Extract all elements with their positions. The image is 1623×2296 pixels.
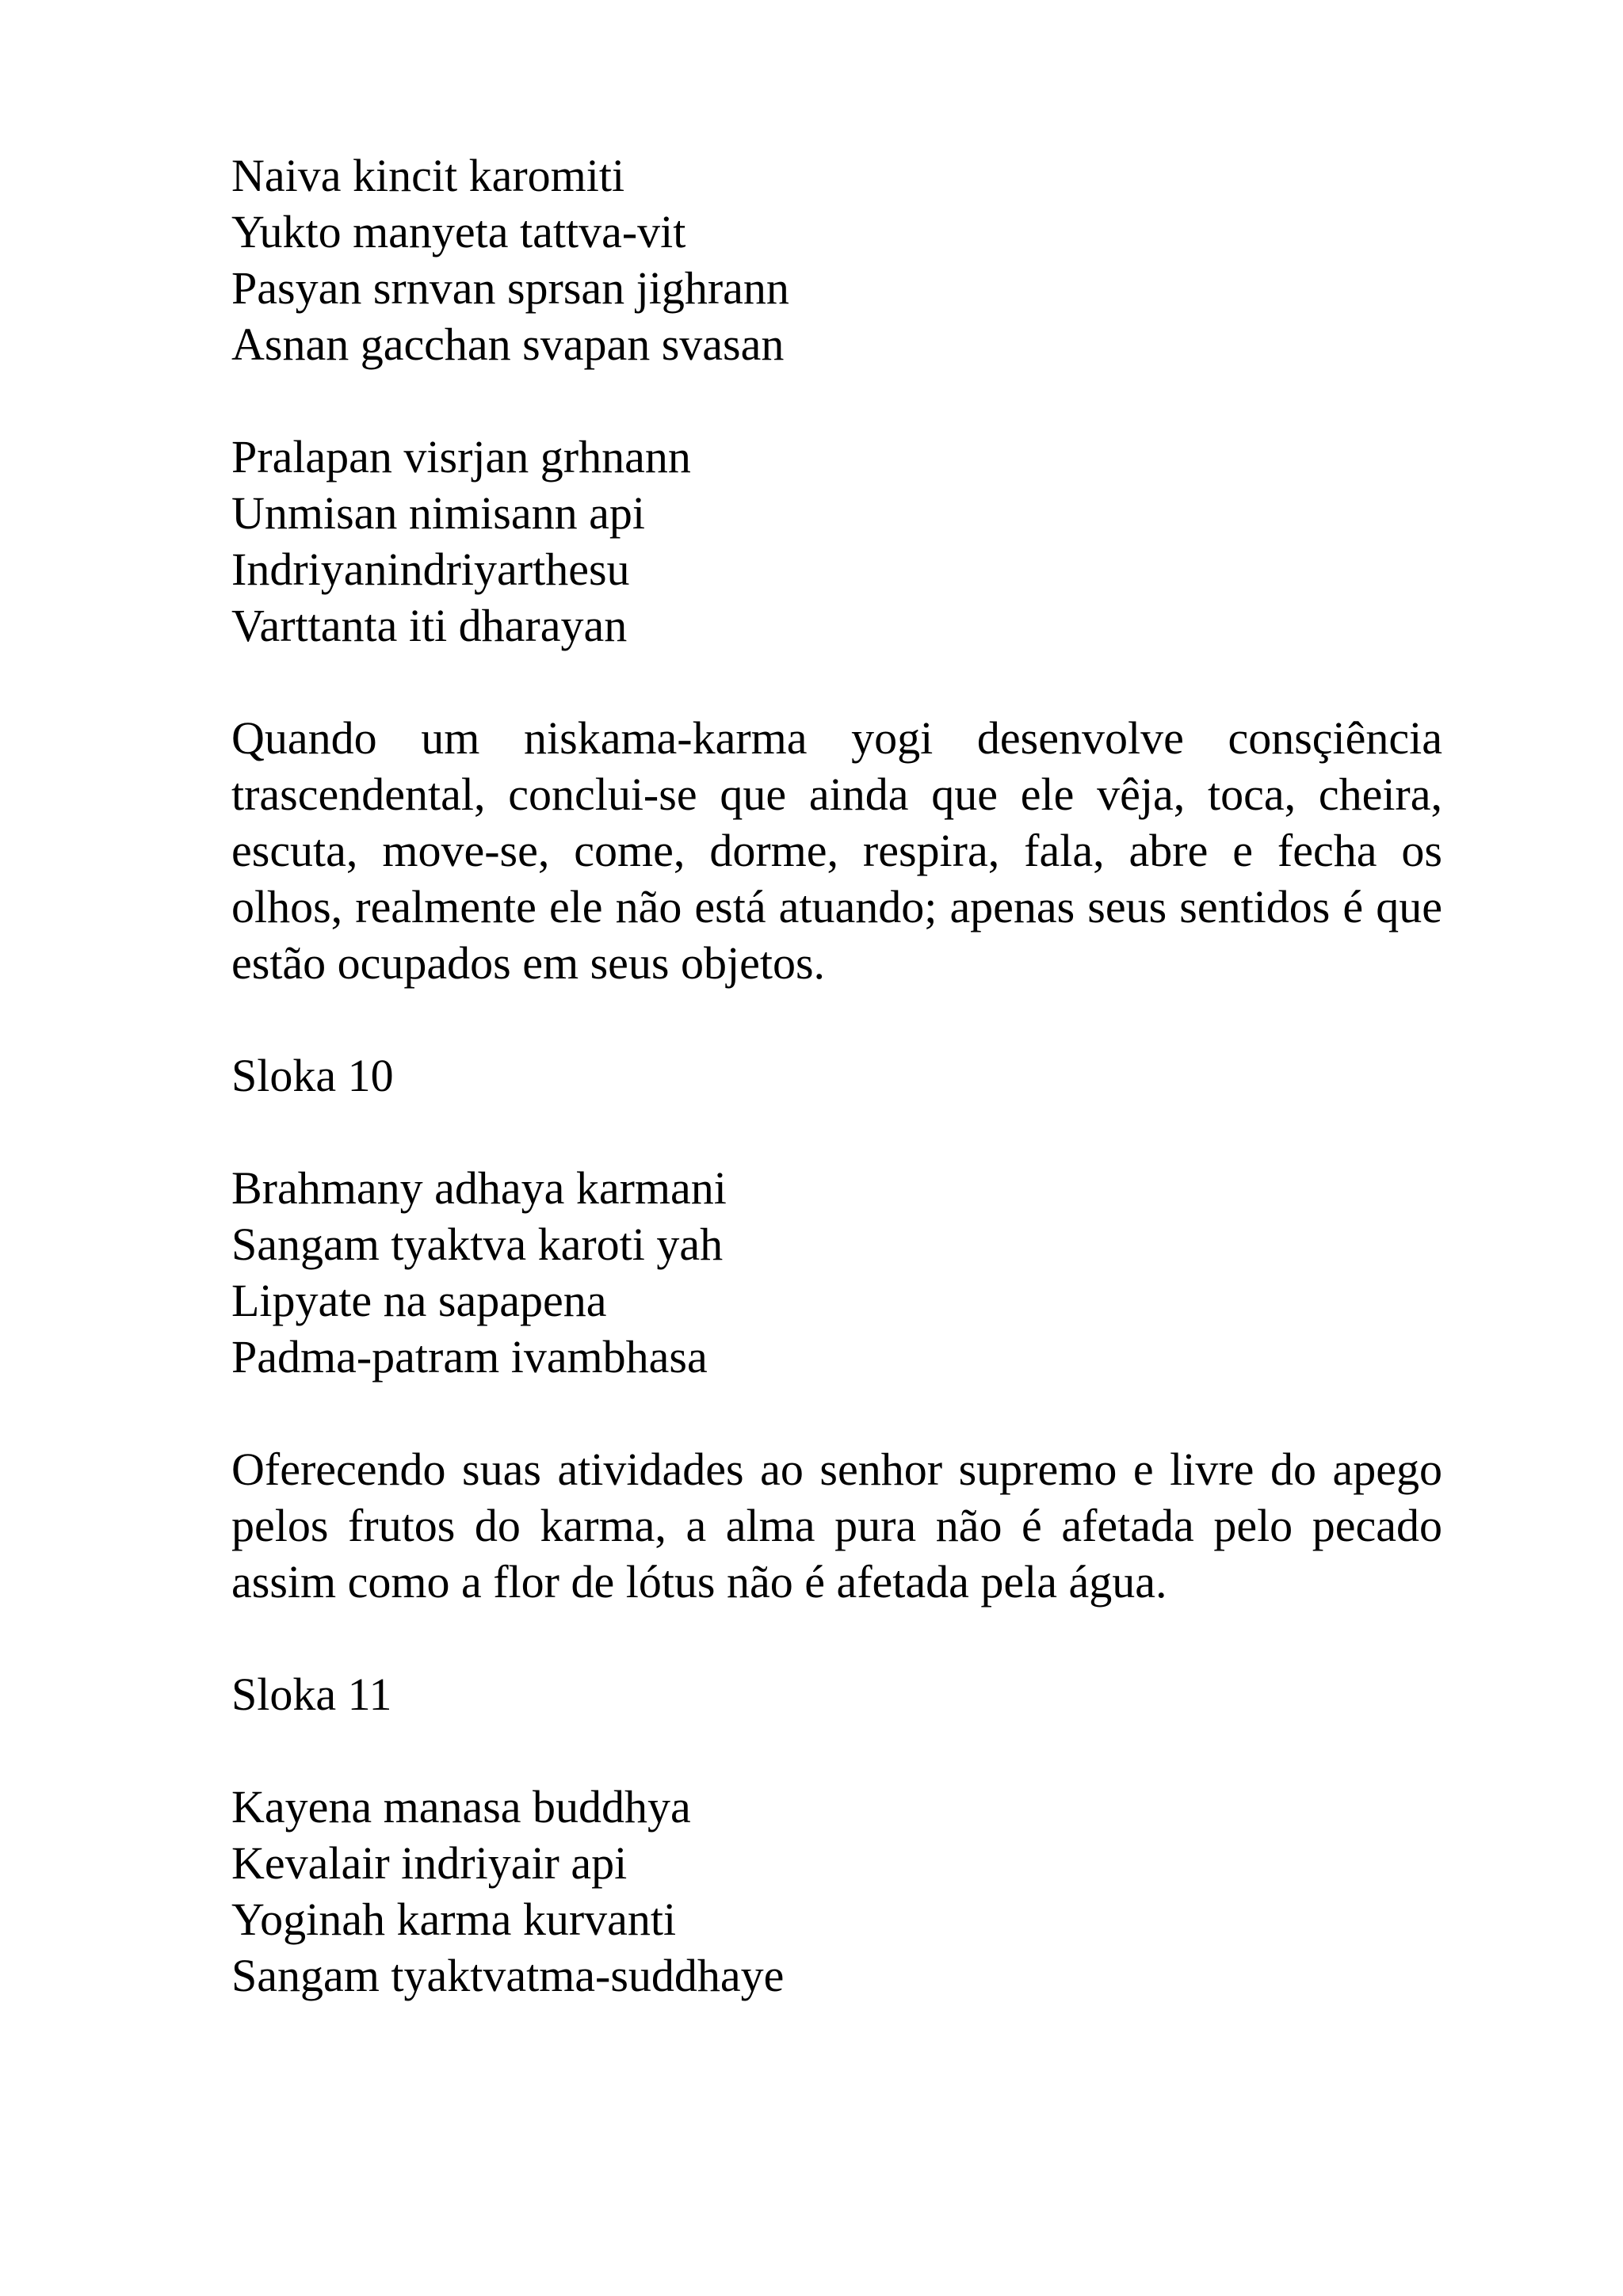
- sloka-heading: Sloka 11: [231, 1669, 392, 1720]
- verse-line: Brahmany adhaya karmani: [231, 1162, 727, 1214]
- verse-stanza: [231, 147, 1442, 372]
- verse-line: Pasyan srnvan sprsan jighrann: [231, 262, 789, 314]
- document-page: [231, 147, 1442, 2060]
- verse-stanza: [231, 1160, 1442, 1385]
- verse-line: Sangam tyaktva karoti yah: [231, 1219, 724, 1270]
- verse-line: Kevalair indriyair api: [231, 1837, 628, 1889]
- translation-paragraph: Quando um niskama-karma yogi desenvolve consçiência trascendental, conclui-se que ainda que ele vêja, toca, cheira, escuta, move-se, come, dorme, respira, fala, abre e fecha os olhos, realmente ele não está atuando; apenas seus sentidos é que estão ocupados em seus objetos.: [231, 712, 1442, 989]
- verse-line: Kayena manasa buddhya: [231, 1781, 691, 1833]
- verse-line: Yukto manyeta tattva-vit: [231, 206, 686, 257]
- verse-stanza: [231, 1779, 1442, 2004]
- verse-line: Lipyate na sapapena: [231, 1275, 607, 1326]
- verse-line: Naiva kincit karomiti: [231, 150, 625, 201]
- verse-line: Indriyanindriyarthesu: [231, 543, 630, 595]
- verse-line: Sangam tyaktvatma-suddhaye: [231, 1950, 785, 2001]
- verse-line: Varttanta iti dharayan: [231, 600, 628, 651]
- translation-paragraph: Oferecendo suas atividades ao senhor supremo e livre do apego pelos frutos do karma, a alma pura não é afetada pelo pecado assim como a flor de lótus não é afetada pela água.: [231, 1444, 1442, 1608]
- sloka-heading: Sloka 10: [231, 1050, 394, 1101]
- verse-line: Padma-patram ivambhasa: [231, 1331, 708, 1383]
- verse-line: Yoginah karma kurvanti: [231, 1894, 677, 1945]
- verse-line: Asnan gacchan svapan svasan: [231, 318, 785, 370]
- verse-line: Unmisan nimisann api: [231, 487, 645, 539]
- verse-line: Pralapan visrjan grhnann: [231, 431, 691, 482]
- verse-stanza: [231, 429, 1442, 654]
